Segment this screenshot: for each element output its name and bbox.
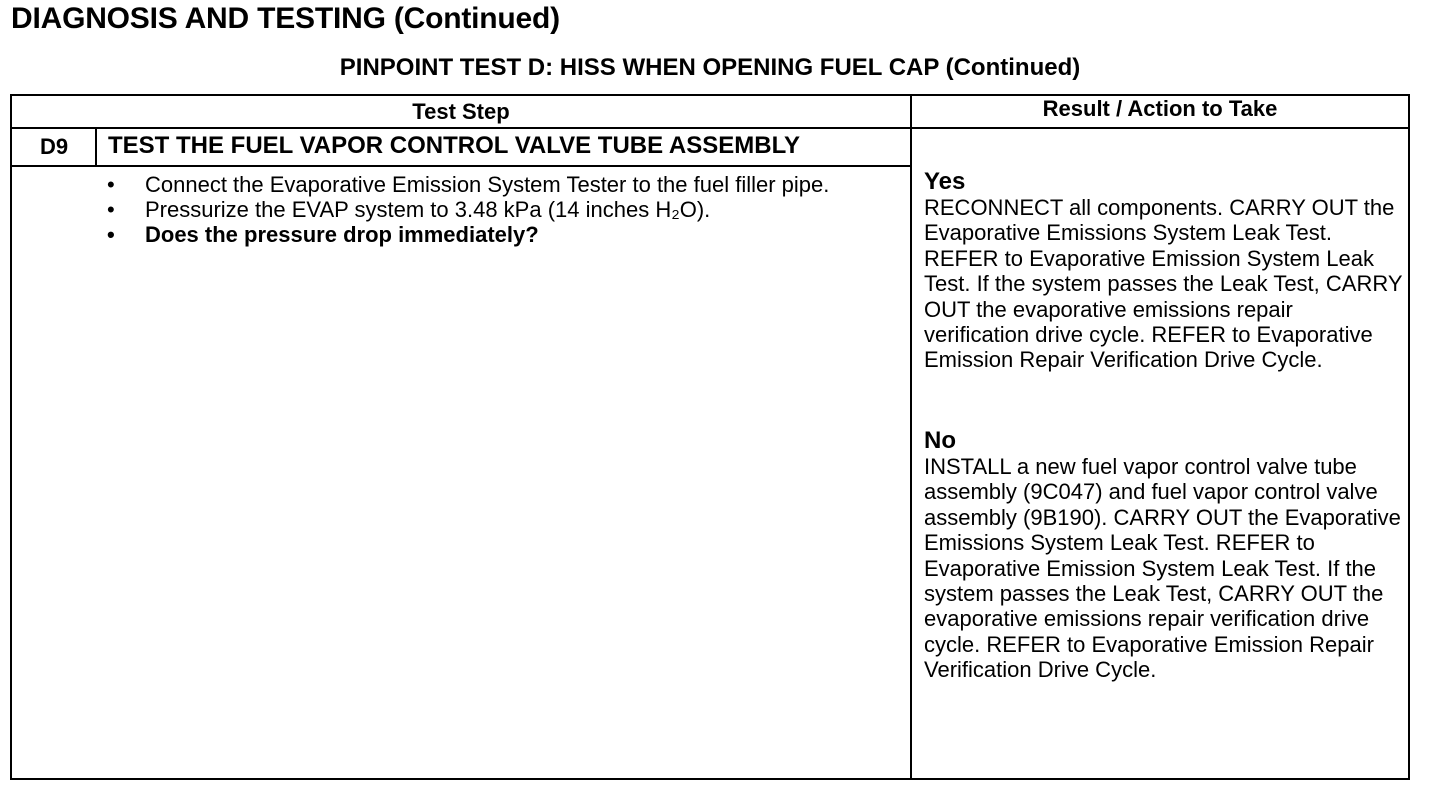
pinpoint-test-title: PINPOINT TEST D: HISS WHEN OPENING FUEL CAP (Continued)	[339, 54, 1081, 81]
bullet-text: Pressurize the EVAP system to 3.48 kPa (14 inches H₂O).	[145, 197, 711, 222]
bullet-marker: •	[107, 197, 115, 222]
bullet-marker: •	[107, 222, 115, 247]
result-text-yes: RECONNECT all components. CARRY OUT the Evaporative Emissions System Leak Test. REFER to Evaporative Emission System Leak Test. If the system passes the Leak Test, CARRY OUT the evaporative emissions repair verification drive cycle. REFER to Evaporative Emission Repair Verification Drive Cycle.	[924, 195, 1403, 373]
step-title-divider	[10, 165, 911, 167]
result-yes	[924, 169, 1404, 373]
bullet-text: Connect the Evaporative Emission System Tester to the fuel filler pipe.	[145, 172, 830, 197]
column-header-result: Result / Action to Take	[1042, 96, 1278, 121]
result-no	[924, 428, 1404, 683]
bullet-item	[106, 172, 896, 197]
result-text-no: INSTALL a new fuel vapor control valve tube assembly (9C047) and fuel vapor control valve assembly (9B190). CARRY OUT the Evaporative Emissions System Leak Test. REFER to Evaporative Emission System Leak Test. If the system passes the Leak Test, CARRY OUT the evaporative emissions repair verification drive cycle. REFER to Evaporative Emission Repair Verification Drive Cycle.	[924, 454, 1401, 683]
result-label-yes: Yes	[924, 168, 966, 195]
result-label-no: No	[924, 427, 956, 454]
step-bullet-list	[106, 172, 896, 247]
bullet-item	[106, 222, 896, 247]
step-title: TEST THE FUEL VAPOR CONTROL VALVE TUBE ASSEMBLY	[108, 132, 801, 159]
step-id: D9	[39, 134, 69, 159]
column-divider	[910, 94, 912, 780]
header-divider	[10, 127, 1410, 129]
bullet-text: Does the pressure drop immediately?	[145, 222, 539, 247]
bullet-item	[106, 197, 896, 222]
column-header-test-step: Test Step	[412, 99, 510, 124]
bullet-marker: •	[107, 172, 115, 197]
page-heading: DIAGNOSIS AND TESTING (Continued)	[11, 2, 560, 35]
